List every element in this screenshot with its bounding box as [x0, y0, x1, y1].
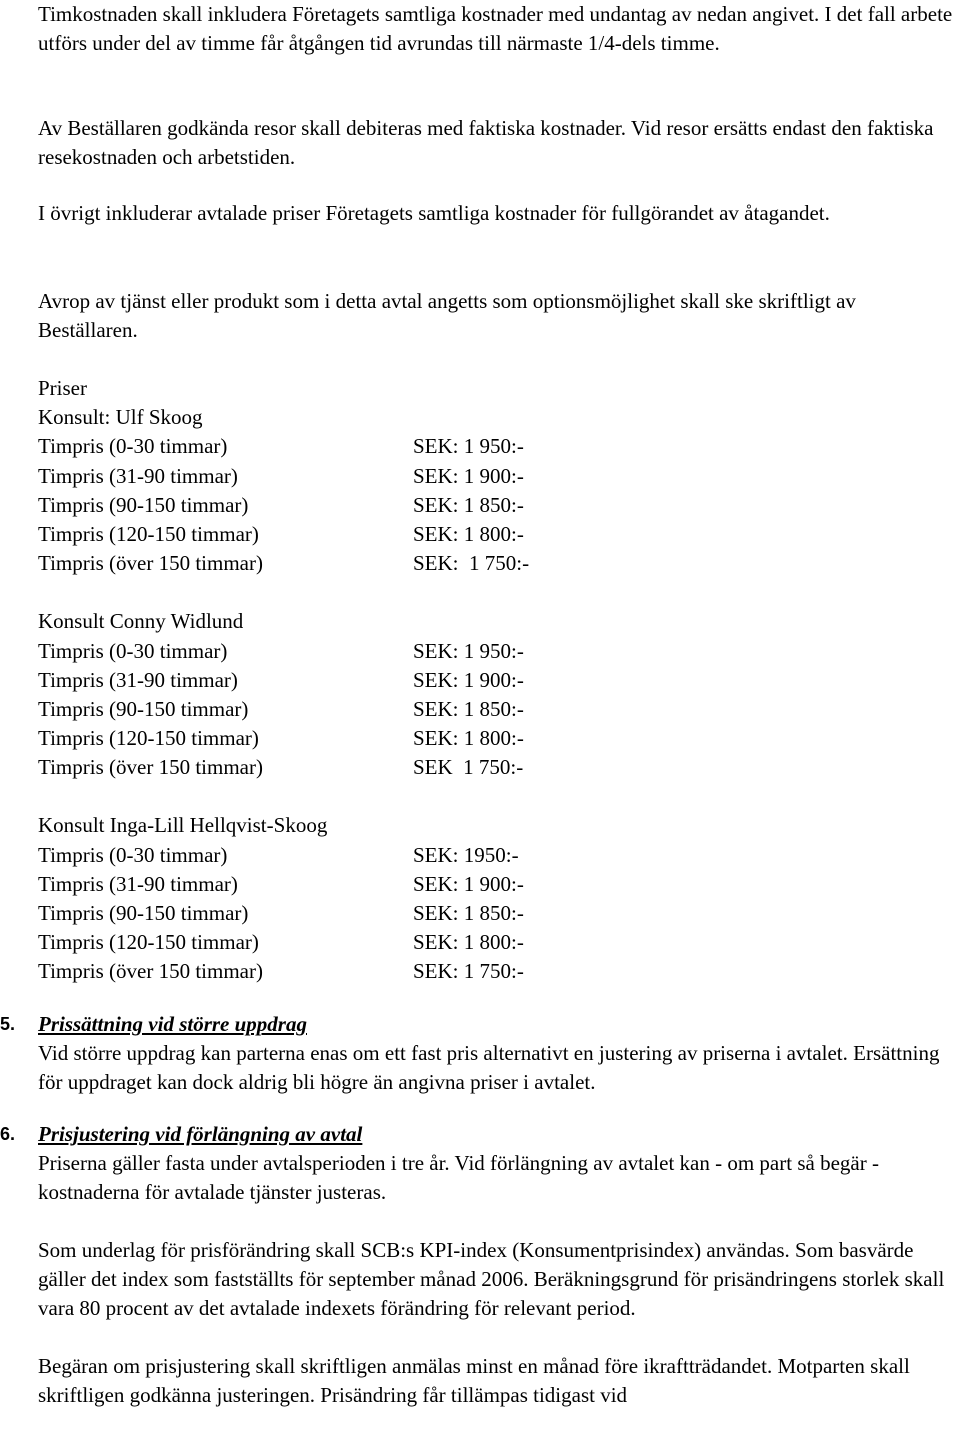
price-row: [38, 432, 953, 461]
section-paragraph: Priserna gäller fasta under avtalsperioden i tre år. Vid förlängning av avtalet kan - om part så begär - kostnaderna för avtalade tjänster justeras.: [38, 1151, 879, 1204]
section-number: 6.: [0, 1124, 16, 1144]
price-heading: Priser: [38, 376, 87, 400]
price-label: Timpris (90-150 timmar): [38, 492, 249, 517]
price-row: [38, 520, 953, 549]
price-row: [38, 637, 953, 666]
section-number: 5.: [0, 1014, 16, 1034]
price-value: SEK: 1950:-: [413, 842, 519, 867]
intro-paragraph-resor: Av Beställaren godkända resor skall debiteras med faktiska kostnader. Vid resor ersätts endast den faktiska resekostnaden och arbetstiden.: [38, 116, 934, 169]
price-row: [38, 899, 953, 928]
price-label: Timpris (90-150 timmar): [38, 901, 249, 925]
price-row: [38, 549, 953, 578]
price-label: Timpris (0-30 timmar): [38, 842, 228, 867]
section-paragraph: Begäran om prisjustering skall skriftligen anmälas minst en månad före ikraftträdandet. Motparten skall skriftligen godkänna justeringen. Prisändring får tillämpas tidigast vid: [38, 1354, 910, 1407]
consultant-name: Konsult: Ulf Skoog: [38, 405, 203, 430]
price-row: [38, 462, 953, 491]
price-value: SEK 1 750:-: [413, 755, 524, 780]
price-row: [38, 491, 953, 520]
spacer: [38, 578, 953, 607]
price-value: SEK: 1 950:-: [413, 638, 524, 663]
consultant-block-1: [38, 403, 953, 578]
price-value: SEK: 1 950:-: [413, 434, 524, 459]
consultant-name: Konsult Inga-Lill Hellqvist-Skoog: [38, 813, 328, 838]
consultant-block-3: [38, 811, 953, 986]
price-label: Timpris (31-90 timmar): [38, 871, 238, 896]
intro-paragraph-ovrigt: I övrigt inkluderar avtalade priser Företagets samtliga kostnader för fullgörandet av åtagandet.: [38, 201, 830, 225]
section-title: Prisjustering vid förlängning av avtal: [38, 1122, 363, 1146]
intro-paragraph-timkostnad: Timkostnaden skall inkludera Företagets samtliga kostnader med undantag av nedan angivet. I det fall arbete utförs under del av timme får åtgången tid avrundas till närmaste 1/4-dels timme.: [38, 2, 953, 55]
price-label: Timpris (över 150 timmar): [38, 755, 263, 780]
price-row: [38, 753, 953, 782]
price-label: Timpris (120-150 timmar): [38, 930, 259, 955]
price-label: Timpris (90-150 timmar): [38, 696, 249, 721]
consultant-name: Konsult Conny Widlund: [38, 609, 244, 634]
section-title: Prissättning vid större uppdrag: [38, 1012, 307, 1036]
price-value: SEK: 1 800:-: [413, 521, 524, 546]
price-label: Timpris (120-150 timmar): [38, 726, 259, 751]
price-value: SEK: 1 900:-: [413, 871, 524, 896]
consultant-block-2: [38, 607, 953, 782]
price-value: SEK: 1 850:-: [413, 492, 524, 517]
price-row: [38, 928, 953, 957]
section-paragraph: Som underlag för prisförändring skall SCB:s KPI-index (Konsumentprisindex) användas. Som basvärde gäller det index som fastställts för september månad 2006. Beräkningsgrund för prisändringens storlek skall vara 80 procent av det avtalade indexets förändring för relevant period.: [38, 1238, 945, 1320]
price-value: SEK: 1 850:-: [413, 901, 524, 925]
price-row: [38, 666, 953, 695]
price-row: [38, 695, 953, 724]
price-row: [38, 870, 953, 899]
price-label: Timpris (0-30 timmar): [38, 638, 228, 663]
intro-paragraph-avrop: Avrop av tjänst eller produkt som i detta avtal angetts som optionsmöjlighet skall ske skriftligt av Beställaren.: [38, 289, 856, 342]
section-text: Vid större uppdrag kan parterna enas om ett fast pris alternativt en justering av priserna i avtalet. Ersättning för uppdraget kan dock aldrig bli högre än angivna priser i avtalet.: [38, 1041, 940, 1094]
price-value: SEK: 1 750:-: [413, 959, 524, 984]
price-label: Timpris (31-90 timmar): [38, 463, 238, 488]
price-label: Timpris (0-30 timmar): [38, 434, 228, 459]
price-value: SEK: 1 800:-: [413, 726, 524, 751]
price-row: [38, 841, 953, 870]
price-value: SEK: 1 900:-: [413, 667, 524, 692]
price-label: Timpris (120-150 timmar): [38, 521, 259, 546]
price-row: [38, 957, 953, 986]
price-value: SEK: 1 800:-: [413, 930, 524, 955]
price-value: SEK: 1 900:-: [413, 463, 524, 488]
spacer: [38, 782, 953, 811]
price-value: SEK: 1 850:-: [413, 696, 524, 721]
price-value: SEK: 1 750:-: [413, 551, 530, 576]
price-label: Timpris (31-90 timmar): [38, 667, 238, 692]
price-label: Timpris (över 150 timmar): [38, 551, 263, 576]
price-label: Timpris (över 150 timmar): [38, 959, 263, 984]
price-list: [38, 374, 953, 987]
price-row: [38, 724, 953, 753]
